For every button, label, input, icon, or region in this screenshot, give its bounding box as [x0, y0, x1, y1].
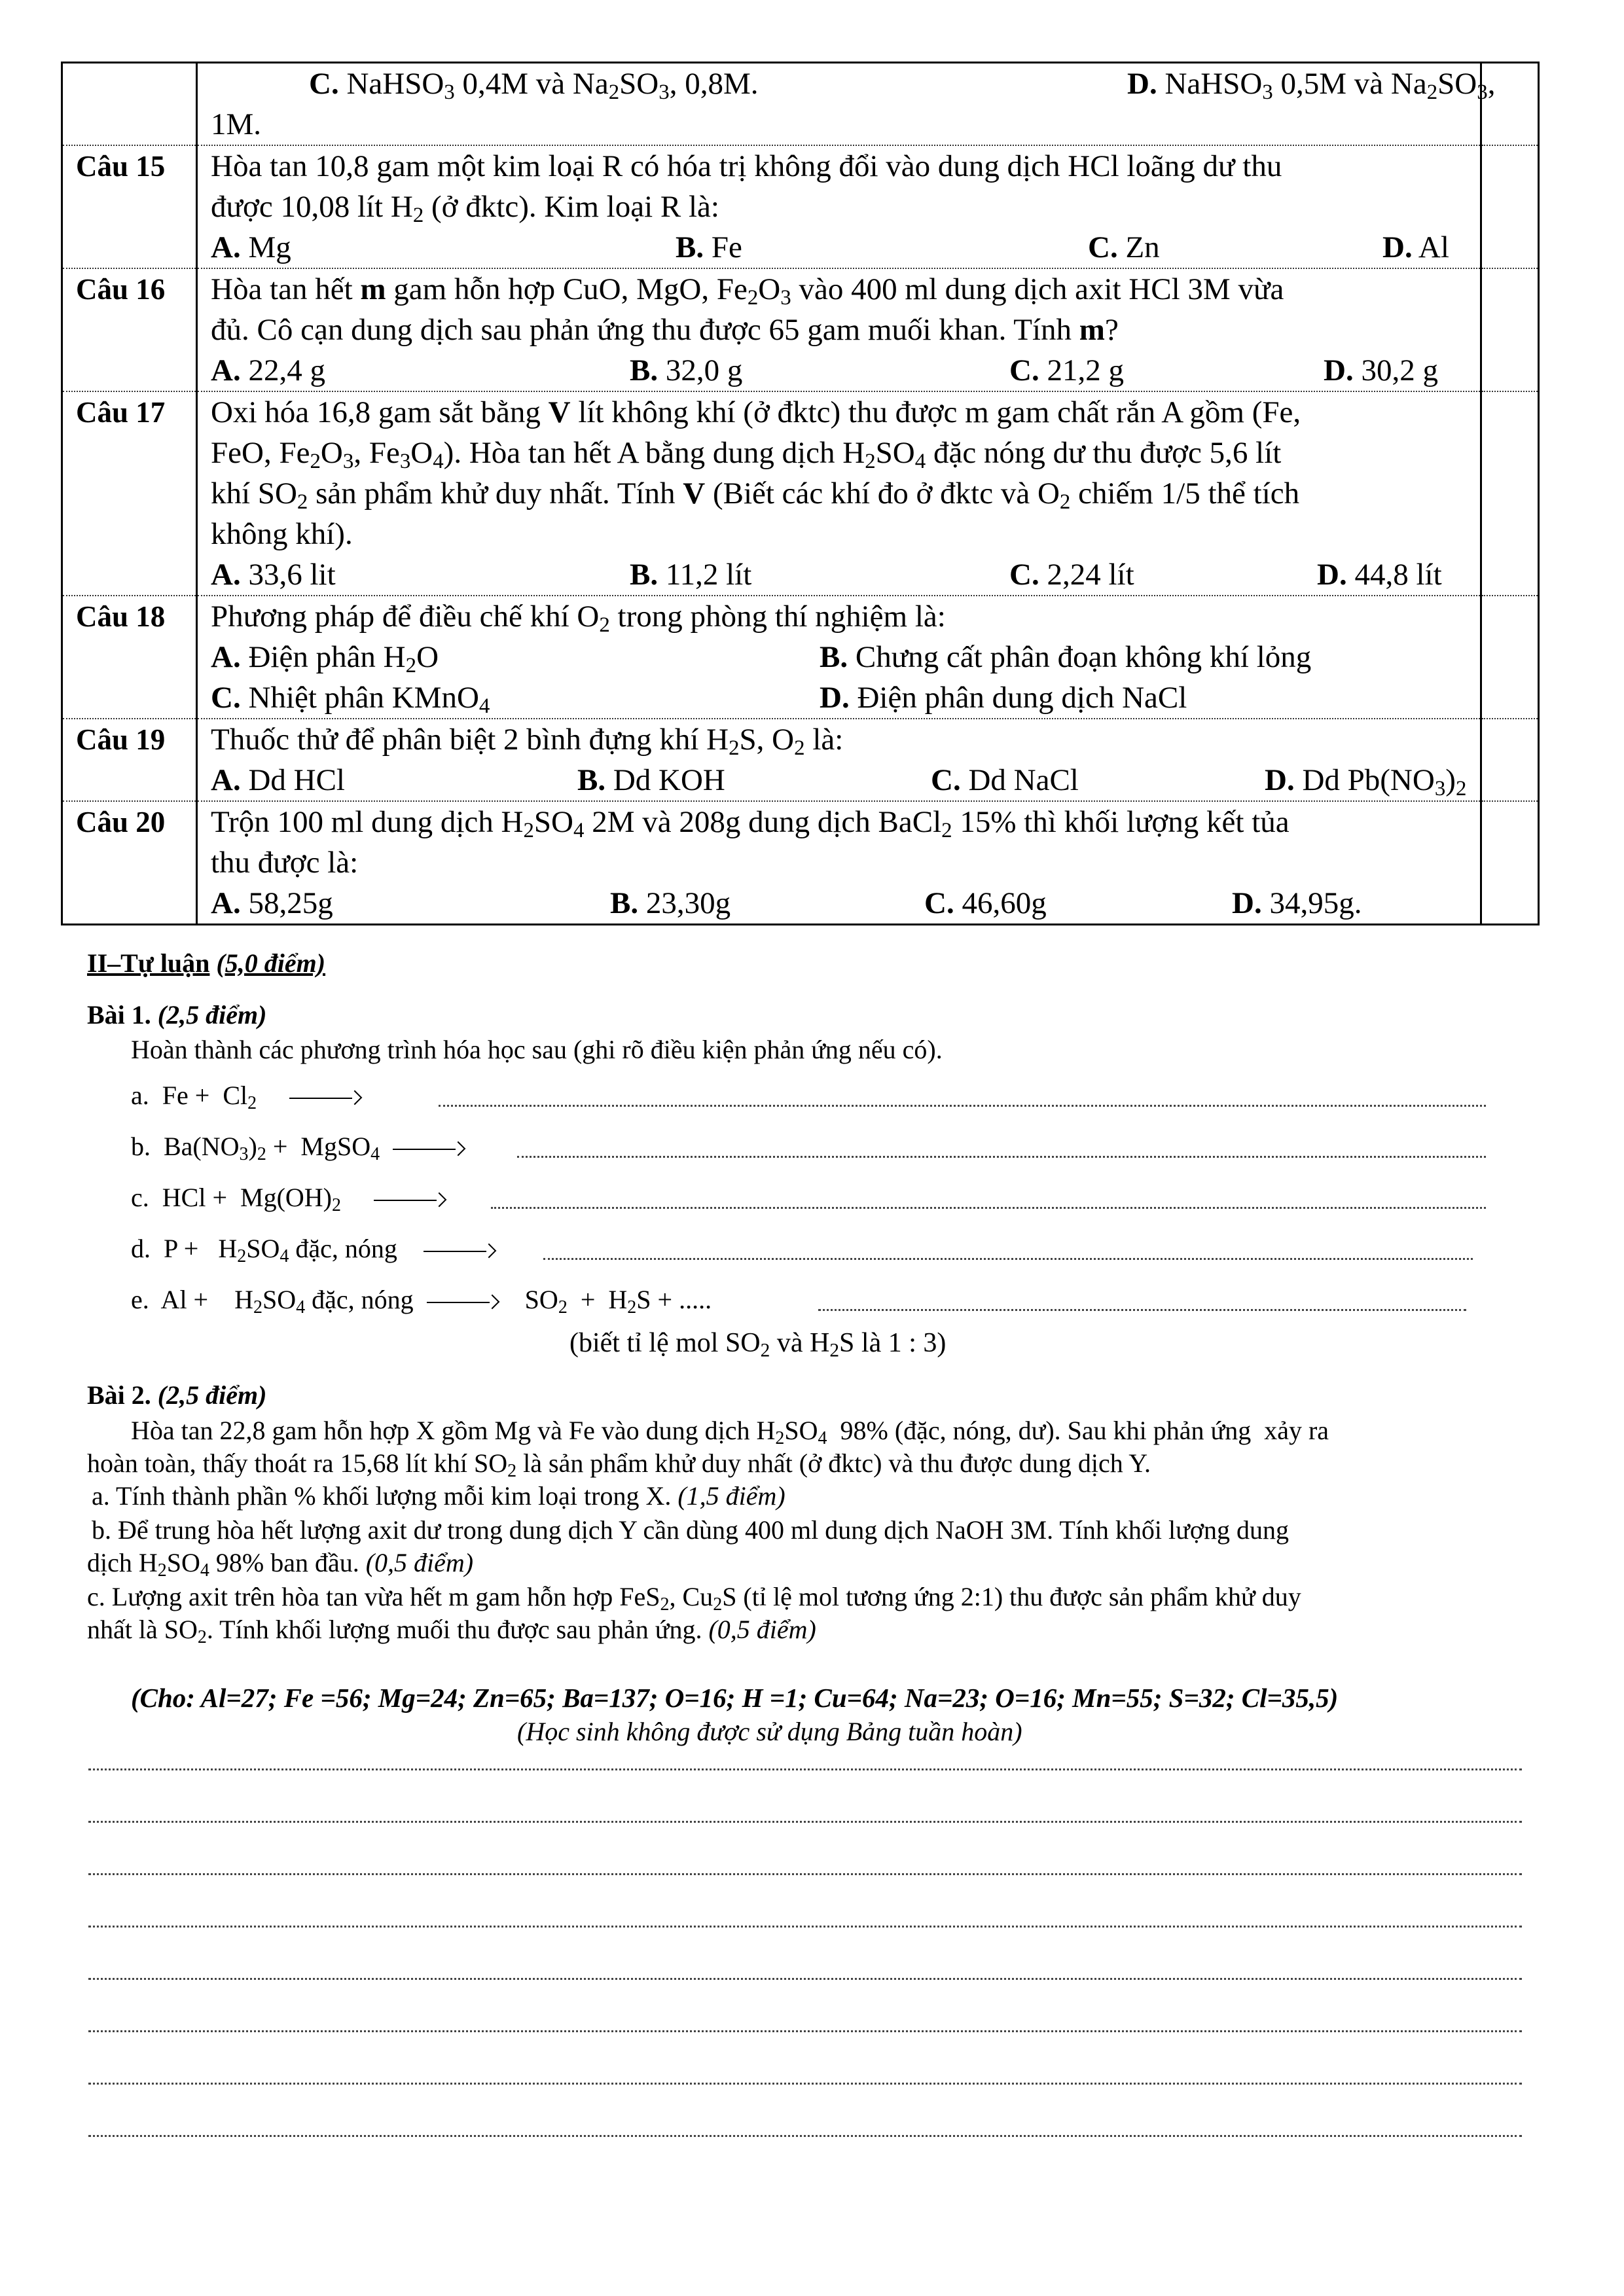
question-text: khí $SO_2$ sản phẩm khử duy nhất. Tính V (Biết các khí đo ở đktc và $O_2$ chiếm 1/5 thể tích [211, 476, 1300, 514]
option-b: 32,0 g [665, 353, 743, 387]
arrow-icon [289, 1091, 361, 1104]
option-b: Fe [711, 230, 742, 264]
question-text: Oxi hóa 16,8 gam sắt bằng V lít không khí (ở đktc) thu được m gam chất rắn A gồm (Fe, [211, 395, 1301, 429]
options-row: A. 33,6 lit B. 11,2 lít C. 2,24 lít D. 44,8 lít [211, 558, 1442, 592]
bai2-part-b: b. Để trung hòa hết lượng axit dư trong dung dịch Y cần dùng 400 ml dung dịch NaOH 3M. Tính khối lượng dung [92, 1515, 1289, 1545]
option-b: 23,30g [645, 886, 731, 920]
question-number: Câu 15 [62, 145, 197, 268]
question-text: FeO, $Fe_2O_3$, $Fe_3O_4$). Hòa tan hết A bằng dung dịch $H_2SO_4$ đặc nóng dư thu được 5,6 lít [211, 436, 1282, 474]
answer-line [88, 1978, 1522, 1980]
essay-heading: II–Tự luận (5,0 điểm) [87, 948, 326, 978]
option-a: Điện phân $H_2O$ [248, 640, 439, 678]
answer-line [517, 1156, 1486, 1158]
table-row [62, 391, 1539, 596]
bai1-note: (biết tỉ lệ mol $SO_2$ và $H_2S$ là 1 : 3) [569, 1328, 947, 1361]
answer-line [88, 1821, 1522, 1823]
periodic-table-note: (Học sinh không được sử dụng Bảng tuần hoàn) [517, 1717, 1022, 1746]
option-c: 2,24 lít [1047, 558, 1134, 592]
question-number: Câu 20 [62, 801, 197, 925]
arrow-icon [374, 1193, 446, 1206]
bai2-title: Bài 2. (2,5 điểm) [87, 1380, 267, 1410]
table-row [62, 596, 1539, 719]
question-text: thu được là: [211, 846, 359, 880]
bai1-instruction: Hoàn thành các phương trình hóa học sau (ghi rõ điều kiện phản ứng nếu có). [131, 1035, 943, 1064]
question-text: đủ. Cô cạn dung dịch sau phản ứng thu được 65 gam muối khan. Tính m? [211, 313, 1119, 347]
table-row [62, 719, 1539, 801]
options-row: A. Mg B. Fe C. Zn D. Al [211, 230, 1449, 264]
option-a: Dd HCl [248, 763, 345, 797]
question-number: Câu 16 [62, 268, 197, 391]
answer-line [88, 2083, 1522, 2085]
answer-line [543, 1258, 1473, 1260]
equation-c: c. HCl + $Mg(OH)_2$ [131, 1182, 446, 1213]
option-d: Dd $Pb(NO_3)_2$ [1302, 763, 1467, 801]
table-row [62, 145, 1539, 268]
question-number: Câu 18 [62, 596, 197, 719]
option-d: 44,8 lít [1354, 558, 1442, 592]
answer-cell [1481, 801, 1539, 925]
option-c: Dd NaCl [968, 763, 1079, 797]
option-b: 11,2 lít [665, 558, 752, 592]
option-d-label: D. [1127, 67, 1157, 101]
question-text: không khí). [211, 517, 353, 551]
question-number: Câu 19 [62, 719, 197, 801]
option-d: Al [1418, 230, 1449, 264]
option-b: Dd KOH [613, 763, 725, 797]
answer-cell [1481, 391, 1539, 596]
option-c: Zn [1125, 230, 1160, 264]
option-d: 30,2 g [1361, 353, 1438, 387]
question-number-cell [62, 63, 197, 146]
question-text: Trộn 100 ml dung dịch $H_2SO_4$ 2M và 208g dung dịch BaCl$_2$ 15% thì khối lượng kết tủa [211, 805, 1290, 843]
answer-cell [1481, 145, 1539, 268]
equation-d: d. $P + H_2SO_4$ đặc, nóng [131, 1233, 496, 1265]
option-c: 46,60g [962, 886, 1047, 920]
bai2-paragraph: Hòa tan 22,8 gam hỗn hợp X gồm Mg và Fe vào dung dịch $H_2SO_4$ 98% (đặc, nóng, dư). Sau khi phản ứng xảy ra [131, 1416, 1329, 1448]
question-text: được 10,08 lít $H_2$ (ở đktc). Kim loại R là: [211, 190, 719, 228]
question-text: Thuốc thử để phân biệt 2 bình đựng khí $H_2S$, $O_2$ là: [211, 723, 844, 761]
bai2-part-a: a. Tính thành phần % khối lượng mỗi kim loại trong X. (1,5 điểm) [92, 1481, 785, 1511]
options-row: A. 58,25g B. 23,30g C. 46,60g D. 34,95g. [211, 886, 1362, 920]
question-body [197, 596, 1481, 719]
answer-cell [1481, 268, 1539, 391]
option-c: 21,2 g [1047, 353, 1124, 387]
answer-cell [1481, 719, 1539, 801]
bai2-part-c: c. Lượng axit trên hòa tan vừa hết m gam hỗn hợp FeS$_2$, $Cu_2S$ (tỉ lệ mol tương ứng 2:1) thu được sản phẩm khử duy [87, 1582, 1301, 1615]
question-body [197, 801, 1481, 925]
option-b: Chưng cất phân đoạn không khí lỏng [855, 640, 1312, 674]
table-row [62, 63, 1539, 146]
question-text: Hòa tan hết m gam hỗn hợp CuO, MgO, $Fe_2O_3$ vào 400 ml dung dịch axit HCl 3M vừa [211, 272, 1284, 310]
question-body: C. NaHSO$_3$ 0,4M và $Na_2SO_3$, 0,8M. D. NaHSO$_3$ 0,5M và $Na_2SO_3$, 1M. [197, 63, 1481, 146]
option-a: Mg [248, 230, 291, 264]
answer-line [88, 1873, 1522, 1875]
question-text: Phương pháp để điều chế khí $O_2$ trong phòng thí nghiệm là: [211, 600, 946, 637]
table-row [62, 801, 1539, 925]
bai2-part-c: nhất là $SO_2$. Tính khối lượng muối thu được sau phản ứng. (0,5 điểm) [87, 1615, 816, 1647]
answer-line [88, 2030, 1522, 2032]
option-d-wrap: 1M. [211, 107, 262, 141]
question-text: Hòa tan 10,8 gam một kim loại R có hóa trị không đổi vào dung dịch HCl loãng dư thu [211, 149, 1282, 183]
question-body [197, 268, 1481, 391]
answer-line [88, 2135, 1522, 2137]
answer-line [818, 1309, 1466, 1311]
bai2-paragraph: hoàn toàn, thấy thoát ra 15,68 lít khí $SO_2$ là sản phẩm khử duy nhất (ở đktc) và thu được dung dịch Y. [87, 1448, 1151, 1481]
arrow-icon [424, 1244, 496, 1257]
question-body [197, 391, 1481, 596]
option-a: 22,4 g [248, 353, 325, 387]
equation-b: b. $Ba(NO_3)_2$ + MgSO$_4$ [131, 1131, 465, 1162]
table-row [62, 268, 1539, 391]
answer-line [88, 1926, 1522, 1928]
answer-line [491, 1207, 1486, 1209]
bai2-part-b: dịch $H_2SO_4$ 98% ban đầu. (0,5 điểm) [87, 1548, 474, 1581]
option-a: 33,6 lit [248, 558, 336, 592]
equation-a: a. $Fe + Cl_2$ [131, 1080, 361, 1111]
arrow-icon [427, 1295, 499, 1308]
option-c-label: C. [309, 67, 339, 101]
option-d: 34,95g. [1269, 886, 1362, 920]
arrow-icon [393, 1142, 465, 1155]
options-row: A. Điện phân $H_2O$ B. Chưng cất phân đoạn không khí lỏng [211, 640, 1312, 678]
answer-cell [1481, 596, 1539, 719]
option-a: 58,25g [248, 886, 333, 920]
question-number: Câu 17 [62, 391, 197, 596]
options-row: A. Dd HCl B. Dd KOH C. Dd NaCl D. Dd $Pb(NO_3)_2$ [211, 763, 1467, 801]
answer-line [88, 1768, 1522, 1770]
given-atomic-masses: (Cho: Al=27; Fe =56; Mg=24; Zn=65; Ba=137; O=16; H =1; Cu=64; Na=23; O=16; Mn=55; S=32; Cl=35,5) [131, 1683, 1339, 1713]
option-c: Nhiệt phân KMnO$_4$ [248, 681, 490, 719]
bai1-title: Bài 1. (2,5 điểm) [87, 1000, 267, 1030]
question-body [197, 719, 1481, 801]
question-body [197, 145, 1481, 268]
answer-line [439, 1105, 1486, 1107]
options-row: A. 22,4 g B. 32,0 g C. 21,2 g D. 30,2 g [211, 353, 1438, 387]
question-table [61, 62, 1540, 925]
options-row: C. Nhiệt phân KMnO$_4$ D. Điện phân dung dịch NaCl [211, 681, 1187, 719]
option-d: Điện phân dung dịch NaCl [857, 681, 1187, 715]
equation-e: e. Al + $H_2SO_4$ đặc, nóng $SO_2 + H_2S$ + ..... [131, 1285, 712, 1318]
